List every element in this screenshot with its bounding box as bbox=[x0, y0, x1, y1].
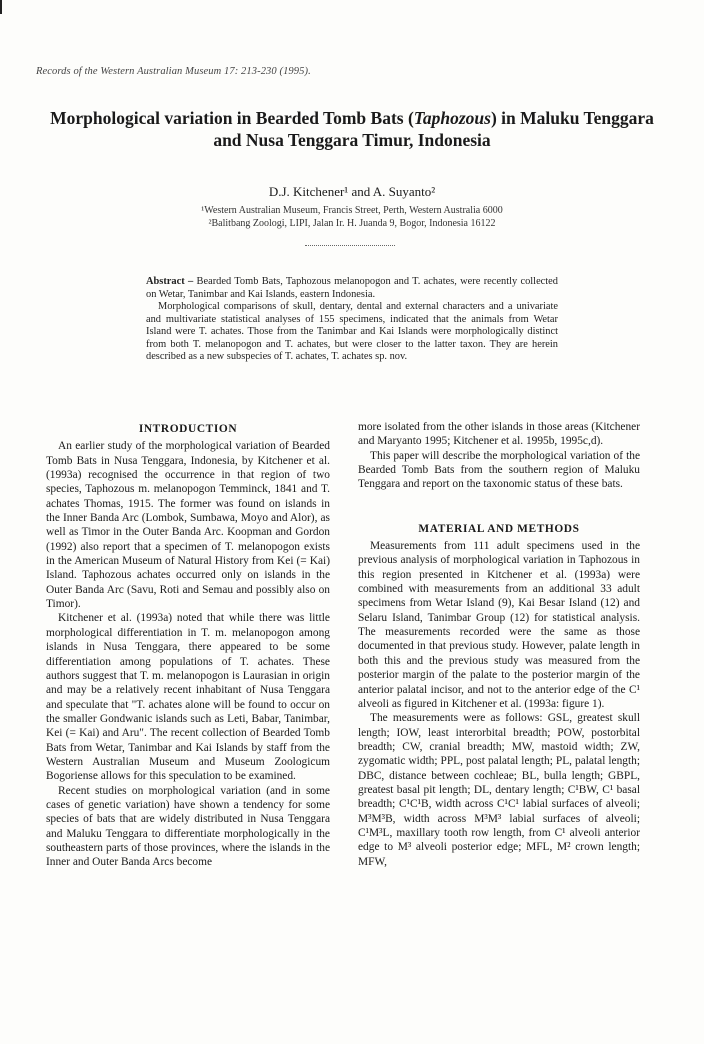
section-divider bbox=[305, 245, 395, 246]
intro-continuation: more isolated from the other islands in those areas (Kitchener and Maryanto 1995; Kitchener et al. 1995b, 1995c,d). bbox=[358, 421, 640, 448]
intro-paragraph-3: Recent studies on morphological variation (and in some cases of genetic variation) have shown a tendency for some species of bats that are widely distributed in Nusa Tenggara and Maluku Tenggara to differentiate morphologically in the southeastern parts of those provinces, where the islands in the Inner and Outer Banda Arcs become bbox=[46, 784, 330, 869]
title-part1: Morphological variation in Bearded Tomb Bats ( bbox=[50, 108, 414, 128]
left-column bbox=[46, 422, 330, 870]
methods-heading: MATERIAL AND METHODS bbox=[418, 522, 580, 535]
introduction-heading: INTRODUCTION bbox=[138, 423, 238, 435]
intro-paragraph-2: Kitchener et al. (1993a) noted that while there was little morphological differentiation in T. m. melanopogon among islands in Nusa Tenggara, there appeared to be some differentiation among populations of T. achates. These authors suggest that T. m. melanopogon is Laurasian in origin and may be a relatively recent inhabitant of Nusa Tenggara and speculate that "T. achates alone will be found to occur on the smaller Gondwanic islands such as Leti, Babar, Tanimbar, Kei (= Kai) and Aru". The recent collection of Bearded Tomb Bats from Wetar, Tanimbar and Kai Islands by staff from the Western Australian Museum and Museum Zoologicum Bogoriense allows for this speculation to be examined. bbox=[46, 612, 330, 783]
title-part2: ) in Maluku Tenggara and Nusa Tenggara Timur, Indonesia bbox=[213, 108, 654, 150]
right-column bbox=[358, 420, 640, 869]
intro-paragraph-4: This paper will describe the morphological variation of the Bearded Tomb Bats from the southern region of Maluku Tenggara and report on the taxonomic status of these bats. bbox=[358, 449, 640, 491]
authors: D.J. Kitchener¹ and A. Suyanto² bbox=[268, 184, 436, 199]
methods-paragraph-2: The measurements were as follows: GSL, greatest skull length; IOW, least interorbital breadth; POW, postorbital breadth; CW, cranial breadth; MW, mastoid width; ZW, zygomatic width; PPL, post palatal length; PL, palatal length; DBC, distance between cochleae; BL, bulla length; GBPL, greatest basal pit length; DL, dentary length; C¹BW, C¹ basal breadth; C¹C¹B, width across C¹C¹ labial surfaces of alveoli; M³M³B, width across M³M³ labial surfaces of alveoli; C¹M³L, maxillary tooth row length, from C¹ alveoli anterior edge to M³ alveoli posterior edge; MFL, M² crown length; MFW, bbox=[358, 712, 640, 868]
abstract-text-1: Bearded Tomb Bats, Taphozous melanopogon and T. achates, were recently collected on Wetar, Tanimbar and Kai Islands, eastern Indonesia. bbox=[146, 276, 558, 300]
paper-title bbox=[40, 107, 664, 151]
abstract-label: Abstract – bbox=[146, 276, 194, 287]
methods-paragraph-1: Measurements from 111 adult specimens used in the previous analysis of morphological variation in Taphozous in this region presented in Kitchener et al. (1993a) were combined with measurements from an additional 33 adult specimens from Wetar Island (9), Kai Besar Island (12) and Selaru Island, Tanimbar Group (12) for statistical analysis. The measurements recorded were the same as those documented in that previous study. However, palate length in both this and the previous study was measured from the posterior margin of the palate to the posterior margin of the anterior palatal incisor, and not to the anterior edge of the C¹ alveoli as figured in Kitchener et al. (1993a: figure 1). bbox=[358, 540, 640, 710]
abstract-paragraph-2: Morphological comparisons of skull, dentary, dental and external characters and a univariate and multivariate statistical analyses of 155 specimens, indicated that the animals from Wetar Island were T. achates. Those from the Tanimbar and Kai Islands were morphologically distinct from both T. melanopogon and T. achates, but were closer to the latter taxon. They are herein described as a new subspecies of T. achates, T. achates sp. nov. bbox=[146, 301, 558, 362]
affiliation-1: ¹Western Australian Museum, Francis Street, Perth, Western Australia 6000 bbox=[201, 205, 503, 216]
abstract-paragraph-1 bbox=[146, 276, 558, 301]
title-genus: Taphozous bbox=[413, 108, 491, 128]
affiliation-2: ²Balitbang Zoologi, LIPI, Jalan Ir. H. Juanda 9, Bogor, Indonesia 16122 bbox=[208, 218, 496, 229]
intro-paragraph-1: An earlier study of the morphological variation of Bearded Tomb Bats in Nusa Tenggara, Indonesia, by Kitchener et al. (1993a) recognised the occurrence in that region of two species, Taphozous m. melanopogon Temminck, 1841 and T. achates Thomas, 1915. The former was found on islands in the Inner Banda Arc (Lombok, Sumbawa, Moyo and Alor), as well as Timor in the Outer Banda Arc. Koopman and Gordon (1992) also report that a specimen of T. melanopogon exists in the American Museum of Natural History from Kei (= Kai) Island. Taphozous achates occurred only on islands in the Outer Banda Arc (Savu, Roti and Semau and possibly also on Timor). bbox=[46, 440, 330, 611]
journal-citation: Records of the Western Australian Museum 17: 213-230 (1995). bbox=[36, 66, 311, 77]
abstract bbox=[146, 276, 558, 364]
scan-edge-mark bbox=[0, 0, 2, 14]
